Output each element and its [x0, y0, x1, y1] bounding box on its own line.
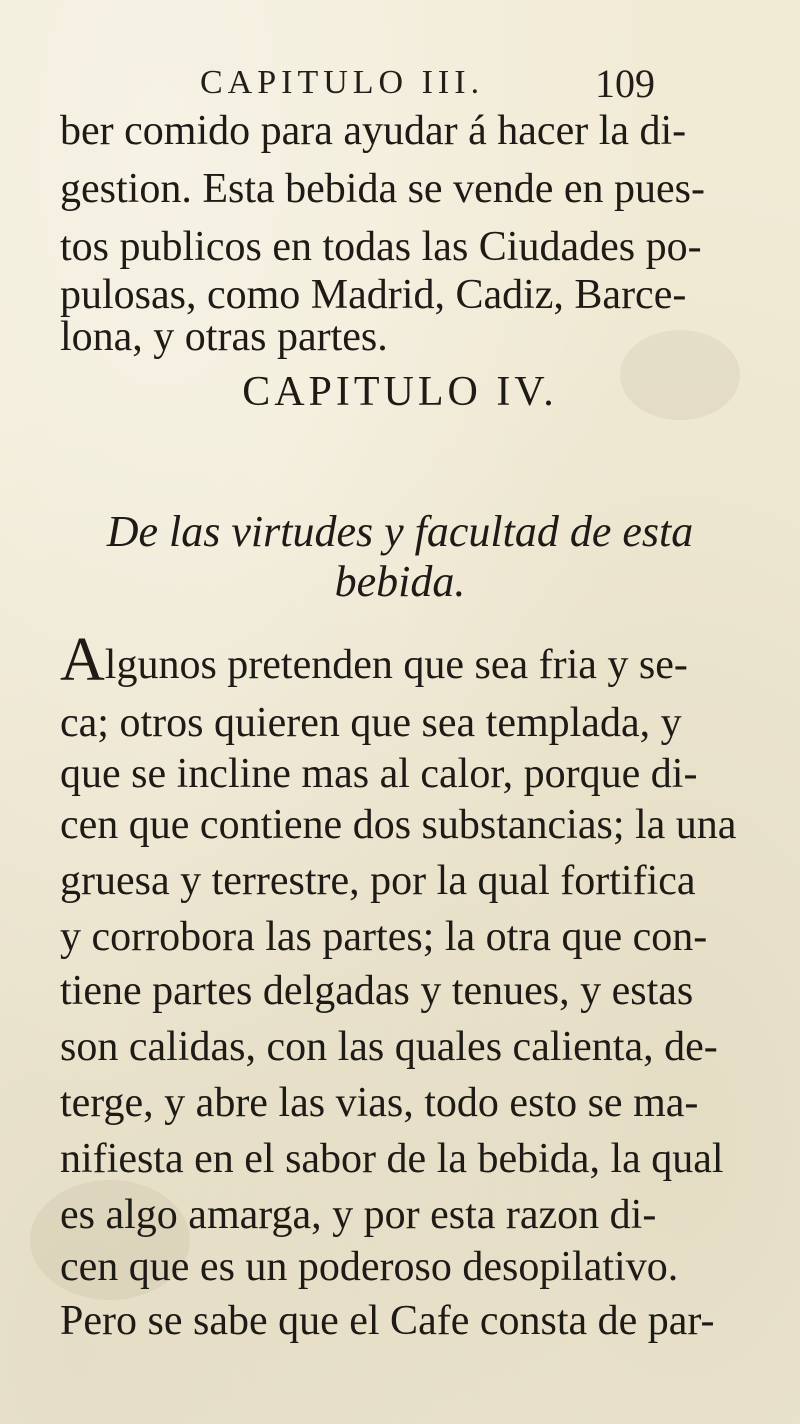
text-line: tiene partes delgadas y tenues, y estas — [60, 968, 694, 1014]
text-line-first — [60, 626, 750, 694]
chapter-subtitle-line: bebida. — [334, 557, 466, 606]
text-line: y corrobora las partes; la otra que con- — [60, 914, 708, 960]
text-line: tos publicos en todas las Ciudades po- — [60, 224, 702, 270]
text-line: gestion. Esta bebida se vende en pues- — [60, 166, 705, 212]
drop-cap: A — [60, 626, 105, 694]
text-line: lona, y otras partes. — [60, 314, 388, 360]
text-line: cen que es un poderoso desopilativo. — [60, 1244, 679, 1290]
first-line-text: lgunos pretenden que sea fria y se- — [104, 642, 688, 688]
text-line: nifiesta en el sabor de la bebida, la qual — [60, 1136, 724, 1182]
text-line: ca; otros quieren que sea templada, y — [60, 700, 682, 746]
text-line: pulosas, como Madrid, Cadiz, Barce- — [60, 272, 687, 318]
text-line: terge, y abre las vias, todo esto se ma- — [60, 1080, 699, 1126]
chapter-heading: CAPITULO IV. — [242, 369, 558, 415]
text-line: que se incline mas al calor, porque di- — [60, 751, 698, 797]
text-line: ber comido para ayudar á hacer la di- — [60, 108, 687, 154]
chapter-subtitle-line: De las virtudes y facultad de esta — [106, 507, 694, 556]
page-number: 109 — [595, 61, 655, 106]
text-line: es algo amarga, y por esta razon di- — [60, 1192, 657, 1238]
text-line: gruesa y terrestre, por la qual fortifica — [60, 858, 696, 904]
text-line: son calidas, con las quales calienta, de- — [60, 1024, 718, 1070]
running-title: CAPITULO III. — [200, 64, 485, 101]
text-line: Pero se sabe que el Cafe consta de par- — [60, 1298, 715, 1344]
running-header — [0, 58, 800, 108]
text-line: cen que contiene dos substancias; la una — [60, 802, 737, 848]
